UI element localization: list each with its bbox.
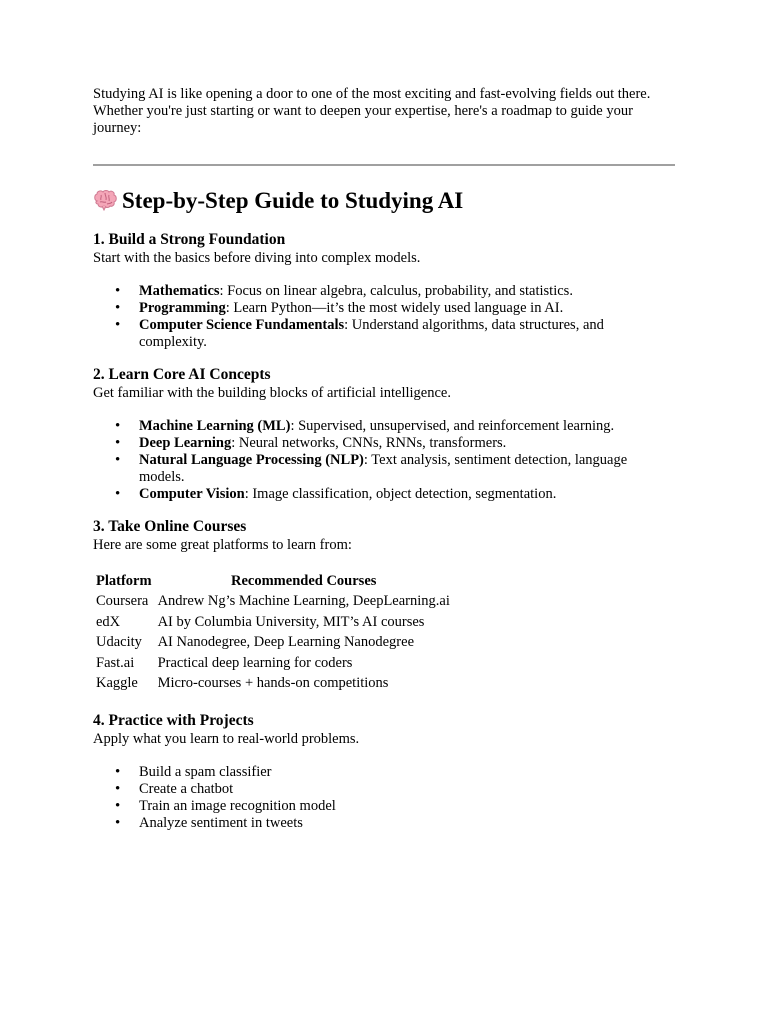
list-item-desc: : Focus on linear algebra, calculus, probability, and statistics. (219, 283, 573, 299)
list-core-concepts (93, 418, 675, 503)
list-item-desc: : Image classification, object detection, segmentation. (244, 486, 557, 502)
table-row (93, 591, 453, 612)
list-item-desc: : Understand algorithms, data structures, and complexity. (139, 317, 604, 350)
table-header-row (93, 571, 453, 591)
list-item: • Train an image recognition model (139, 798, 675, 815)
page-title-text: Step-by-Step Guide to Studying AI (122, 188, 464, 213)
table-row (93, 653, 453, 674)
list-item (139, 435, 675, 452)
table-row (93, 612, 453, 633)
list-item (139, 486, 675, 503)
list-item-desc: : Neural networks, CNNs, RNNs, transformers. (231, 435, 507, 451)
list-projects (93, 764, 675, 832)
table-cell: Kaggle (96, 675, 138, 691)
list-item (139, 418, 675, 435)
section-heading-online-courses: 3. Take Online Courses (93, 518, 247, 535)
list-item-desc: : Supervised, unsupervised, and reinforcement learning. (290, 418, 615, 434)
section-lead-online-courses: Here are some great platforms to learn from: (93, 537, 352, 553)
section-lead-core-concepts: Get familiar with the building blocks of artificial intelligence. (93, 385, 451, 401)
section-lead-projects: Apply what you learn to real-world problems. (93, 730, 360, 747)
table-header-cell: Recommended Courses (231, 573, 377, 589)
table-cell: Andrew Ng’s Machine Learning, DeepLearning.ai (157, 593, 450, 609)
section-lead-foundation: Start with the basics before diving into complex models. (93, 250, 421, 266)
page-title (93, 185, 675, 217)
list-item (139, 317, 675, 351)
table-cell: Fast.ai (96, 654, 135, 671)
list-item-term: Computer Vision (139, 486, 245, 502)
table-cell: Udacity (96, 634, 142, 650)
list-item-desc: : Text analysis, sentiment detection, language models. (139, 452, 628, 485)
list-item-term: Natural Language Processing (NLP) (139, 452, 364, 468)
list-item (139, 283, 675, 300)
list-item-term: Machine Learning (ML) (139, 418, 291, 434)
list-item-term: Mathematics (139, 283, 220, 299)
list-foundation (93, 283, 675, 351)
horizontal-rule (93, 164, 675, 166)
document-body (93, 86, 675, 832)
list-item (139, 300, 675, 317)
section-heading-foundation: 1. Build a Strong Foundation (93, 231, 286, 248)
table-cell: Micro-courses + hands-on competitions (157, 675, 389, 691)
table-cell: Coursera (96, 593, 149, 609)
table-cell: AI Nanodegree, Deep Learning Nanodegree (157, 634, 415, 650)
list-item-term: Computer Science Fundamentals (139, 317, 345, 333)
table-cell: edX (96, 613, 121, 630)
section-heading-projects: 4. Practice with Projects (93, 711, 254, 729)
list-item-term: Deep Learning (139, 435, 232, 451)
list-item: • Build a spam classifier (139, 764, 675, 781)
list-item-desc: : Learn Python—it’s the most widely used language in AI. (225, 300, 564, 316)
table-header-cell: Platform (96, 573, 152, 589)
table-cell: Practical deep learning for coders (157, 654, 353, 671)
courses-table (93, 571, 453, 694)
intro-paragraph: Studying AI is like opening a door to one of the most exciting and fast-evolving fields out there. Whether you're just starting or want to deepen your expertise, here's a roadmap to guide your journey: (93, 86, 651, 136)
list-item: • Create a chatbot (139, 781, 675, 798)
table-cell: AI by Columbia University, MIT’s AI courses (157, 613, 425, 630)
table-row (93, 632, 453, 653)
table-row (93, 673, 453, 694)
brain-icon (93, 188, 117, 210)
list-item (139, 452, 675, 486)
list-item: • Analyze sentiment in tweets (139, 815, 675, 832)
section-heading-core-concepts: 2. Learn Core AI Concepts (93, 366, 271, 383)
list-item-term: Programming (139, 300, 226, 316)
